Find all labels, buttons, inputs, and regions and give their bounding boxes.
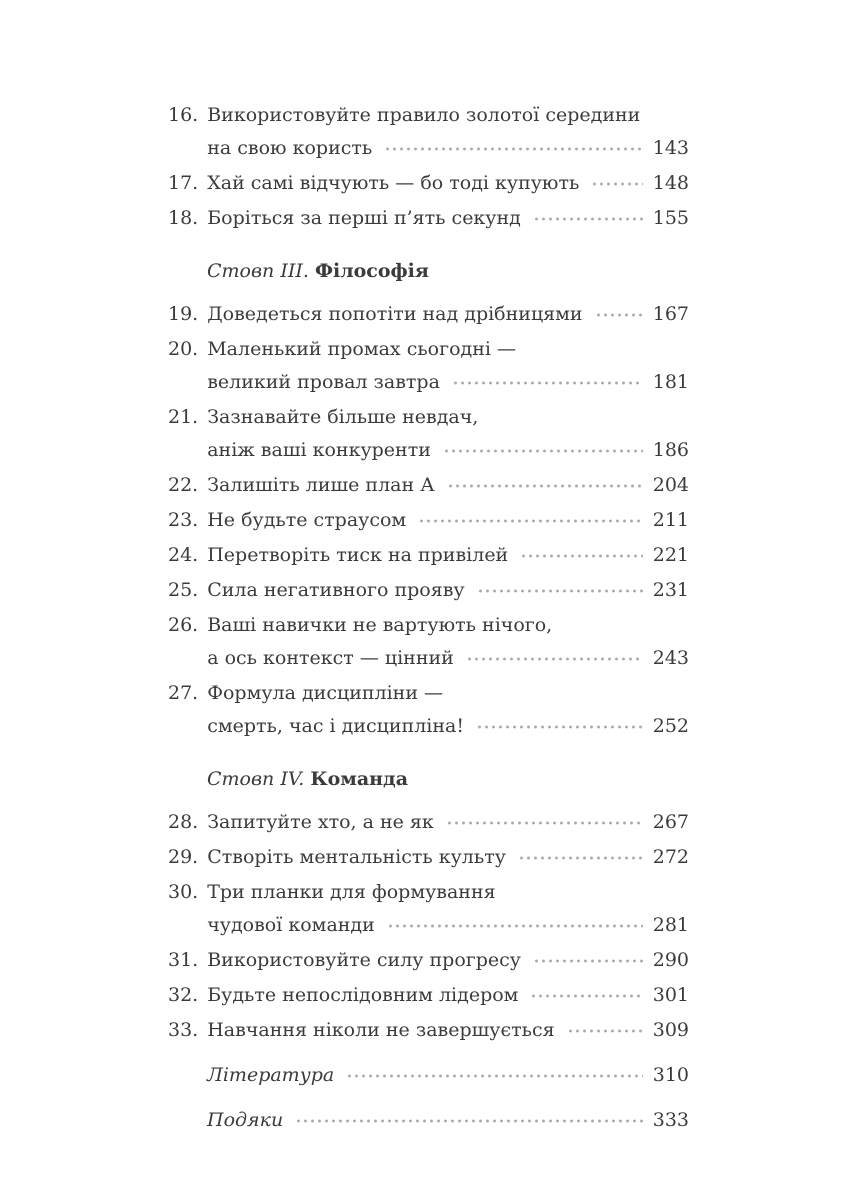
- entry-last-line: [207, 167, 689, 200]
- section-number-label: Стовп III.: [207, 260, 309, 282]
- chapter-number: 27.: [168, 682, 199, 704]
- entry-title-line: Хай самі відчують — бо тоді купують: [207, 172, 580, 194]
- entry-body: [207, 539, 689, 572]
- section-heading: [207, 255, 689, 288]
- entry-title-line: Сила негативного прояву: [207, 579, 465, 601]
- backmatter-entry: [168, 1059, 689, 1092]
- entry-title-line: Не будьте страусом: [207, 509, 407, 531]
- page-number: 309: [652, 1019, 689, 1041]
- entry-title-line: Ваші навички не вартують нічого,: [207, 614, 553, 636]
- entry-last-line: [207, 979, 689, 1012]
- chapter-number: 28.: [168, 811, 199, 833]
- toc-list: [168, 99, 689, 1137]
- entry-last-line: [207, 298, 689, 331]
- page-number: 204: [652, 474, 689, 496]
- toc-entry: [168, 677, 689, 743]
- entry-title-line: Запитуйте хто, а не як: [207, 811, 434, 833]
- entry-last-line: [207, 710, 689, 743]
- toc-entry: [168, 504, 689, 537]
- entry-title-line: Перетворіть тиск на привілей: [207, 544, 509, 566]
- toc-entry: [168, 806, 689, 839]
- chapter-number: 21.: [168, 406, 199, 428]
- entry-last-line: [207, 909, 689, 942]
- chapter-number: 26.: [168, 614, 199, 636]
- entry-title-line: Будьте непослідовним лідером: [207, 984, 519, 1006]
- entry-title-line: Використовуйте правило золотої середини: [207, 104, 641, 126]
- entry-title-line: Формула дисципліни —: [207, 682, 444, 704]
- entry-body: [207, 979, 689, 1012]
- dot-leader: [533, 949, 643, 973]
- entry-body: [207, 1014, 689, 1047]
- entry-title-line: аніж ваші конкуренти: [207, 439, 431, 461]
- toc-entry: [168, 1014, 689, 1047]
- toc-entry: [168, 298, 689, 331]
- toc-entry: [168, 202, 689, 235]
- toc-entry: [168, 539, 689, 572]
- page-number: 252: [652, 715, 689, 737]
- entry-last-line: [207, 504, 689, 537]
- page-number: 272: [652, 846, 689, 868]
- entry-title-line: Залишіть лише план А: [207, 474, 435, 496]
- chapter-number: 32.: [168, 984, 199, 1006]
- entry-title-line: Боріться за перші п’ять секунд: [207, 207, 521, 229]
- toc-entry: [168, 609, 689, 675]
- entry-body: [207, 944, 689, 977]
- entry-body: [207, 298, 689, 331]
- page-number: 221: [652, 544, 689, 566]
- entry-last-line: [207, 469, 689, 502]
- page-number: 301: [652, 984, 689, 1006]
- entry-body: [207, 99, 689, 165]
- chapter-number: 22.: [168, 474, 199, 496]
- entry-last-line: [207, 806, 689, 839]
- dot-leader: [452, 371, 643, 395]
- page-number: 211: [652, 509, 689, 531]
- chapter-number: 29.: [168, 846, 199, 868]
- toc-entry: [168, 167, 689, 200]
- chapter-number: 18.: [168, 207, 199, 229]
- section-title-label: Команда: [310, 768, 409, 790]
- page-number: 333: [652, 1109, 689, 1131]
- dot-leader: [518, 846, 643, 870]
- entry-title-line: на свою користь: [207, 137, 373, 159]
- chapter-number: 31.: [168, 949, 199, 971]
- chapter-number: 24.: [168, 544, 199, 566]
- entry-body: [207, 609, 689, 675]
- toc-entry: [168, 979, 689, 1012]
- chapter-number: 25.: [168, 579, 199, 601]
- entry-body: [207, 1104, 689, 1137]
- entry-last-line: [207, 434, 689, 467]
- entry-last-line: [207, 574, 689, 607]
- dot-leader: [530, 984, 643, 1008]
- entry-title-line: Подяки: [207, 1109, 284, 1131]
- dot-leader: [384, 137, 643, 161]
- page-number: 281: [652, 914, 689, 936]
- entry-body: [207, 167, 689, 200]
- entry-body: [207, 202, 689, 235]
- entry-last-line: [207, 132, 689, 165]
- entry-title-line: великий провал завтра: [207, 371, 440, 393]
- dot-leader: [520, 544, 643, 568]
- page-number: 310: [652, 1064, 689, 1086]
- entry-last-line: [207, 944, 689, 977]
- entry-last-line: [207, 1014, 689, 1047]
- toc-entry: [168, 841, 689, 874]
- toc-entry: [168, 876, 689, 942]
- entry-last-line: [207, 1104, 689, 1137]
- entry-title-line: Створіть ментальність культу: [207, 846, 506, 868]
- dot-leader: [595, 303, 643, 327]
- entry-body: [207, 469, 689, 502]
- toc-entry: [168, 944, 689, 977]
- entry-body: [207, 841, 689, 874]
- dot-leader: [443, 439, 643, 463]
- section-number-label: Стовп IV.: [207, 768, 305, 790]
- entry-body: [207, 806, 689, 839]
- entry-body: [207, 401, 689, 467]
- chapter-number: 30.: [168, 881, 199, 903]
- page-number: 186: [652, 439, 689, 461]
- chapter-number: 19.: [168, 303, 199, 325]
- dot-leader: [387, 914, 643, 938]
- chapter-number: 16.: [168, 104, 199, 126]
- section-heading: [207, 763, 689, 796]
- toc-entry: [168, 469, 689, 502]
- dot-leader: [295, 1109, 643, 1133]
- dot-leader: [447, 474, 643, 498]
- entry-body: [207, 1059, 689, 1092]
- entry-title-line: Маленький промах сьогодні —: [207, 338, 516, 360]
- entry-title-line: Зазнавайте більше невдач,: [207, 406, 479, 428]
- page-number: 231: [652, 579, 689, 601]
- entry-body: [207, 504, 689, 537]
- toc-entry: [168, 401, 689, 467]
- toc-entry: [168, 99, 689, 165]
- entry-last-line: [207, 202, 689, 235]
- entry-last-line: [207, 841, 689, 874]
- entry-body: [207, 333, 689, 399]
- entry-last-line: [207, 642, 689, 675]
- chapter-number: 17.: [168, 172, 199, 194]
- entry-title-line: смерть, час і дисципліна!: [207, 715, 464, 737]
- chapter-number: 33.: [168, 1019, 199, 1041]
- page-number: 167: [652, 303, 689, 325]
- entry-title-line: Три планки для формування: [207, 881, 496, 903]
- entry-body: [207, 677, 689, 743]
- backmatter-entry: [168, 1104, 689, 1137]
- entry-title-line: Використовуйте силу прогресу: [207, 949, 521, 971]
- chapter-number: 23.: [168, 509, 199, 531]
- entry-body: [207, 574, 689, 607]
- page-number: 290: [652, 949, 689, 971]
- dot-leader: [567, 1019, 643, 1043]
- toc-entry: [168, 574, 689, 607]
- page-number: 267: [652, 811, 689, 833]
- dot-leader: [591, 172, 643, 196]
- entry-title-line: чудової команди: [207, 914, 375, 936]
- entry-title-line: Література: [207, 1064, 335, 1086]
- dot-leader: [533, 207, 643, 231]
- page-number: 155: [652, 207, 689, 229]
- entry-last-line: [207, 1059, 689, 1092]
- dot-leader: [346, 1064, 643, 1088]
- page-number: 181: [652, 371, 689, 393]
- entry-last-line: [207, 539, 689, 572]
- section-title-label: Філософія: [314, 260, 429, 282]
- dot-leader: [446, 811, 643, 835]
- toc-entry: [168, 333, 689, 399]
- dot-leader: [476, 715, 643, 739]
- entry-body: [207, 876, 689, 942]
- dot-leader: [466, 647, 643, 671]
- page-number: 148: [652, 172, 689, 194]
- entry-last-line: [207, 366, 689, 399]
- dot-leader: [477, 579, 643, 603]
- page-number: 243: [652, 647, 689, 669]
- dot-leader: [418, 509, 643, 533]
- page-number: 143: [652, 137, 689, 159]
- entry-title-line: Навчання ніколи не завершується: [207, 1019, 555, 1041]
- chapter-number: 20.: [168, 338, 199, 360]
- entry-title-line: а ось контекст — цінний: [207, 647, 454, 669]
- entry-title-line: Доведеться попотіти над дрібницями: [207, 303, 583, 325]
